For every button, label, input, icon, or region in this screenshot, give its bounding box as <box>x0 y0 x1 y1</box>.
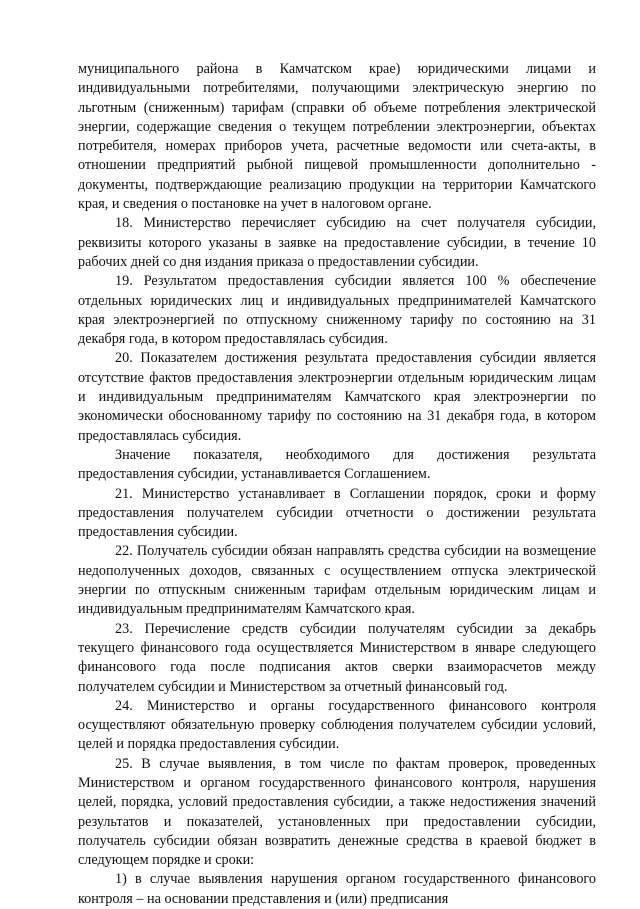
paragraph-19: 19. Результатом предоставления субсидии является 100 % обеспечение отдельных юридических лиц и индивидуальных предпринимателей Камчатского края электроэнергией по отпускному сниженному тарифу по состоянию на 31 декабря года, в котором предоставлялась субсидия. <box>78 273 596 348</box>
paragraph-24: 24. Министерство и органы государственного финансового контроля осуществляют обязательную проверку соблюдения получателем субсидии условий, целей и порядка предоставления субсидии. <box>78 697 596 753</box>
paragraph-25-item-1: 1) в случае выявления нарушения органом государственного финансового контроля – на основании представления и (или) предписания <box>78 871 596 907</box>
document-body <box>78 60 596 909</box>
paragraph-23: 23. Перечисление средств субсидии получателям субсидии за декабрь текущего финансового года осуществляется Министерством в январе следующего финансового года после подписания актов сверки взаиморасчетов между получателем субсидии и Министерством за отчетный финансовый год. <box>78 620 596 695</box>
paragraph-22: 22. Получатель субсидии обязан направлять средства субсидии на возмещение недополученных доходов, связанных с осуществлением отпуска электрической энергии по отпускным сниженным тарифам отдельным юридическим лицам и индивидуальным предпринимателям Камчатского края. <box>78 543 596 618</box>
paragraph-18: 18. Министерство перечисляет субсидию на счет получателя субсидии, реквизиты которого указаны в заявке на предоставление субсидии, в течение 10 рабочих дней со дня издания приказа о предоставлении субсидии. <box>78 215 596 270</box>
paragraph-20: 20. Показателем достижения результата предоставления субсидии является отсутствие фактов предоставления электроэнергии отдельным юридическим лицам и индивидуальным предпринимателям Камчатского края электроэнергии по экономически обоснованному тарифу по состоянию на 31 декабря года, в котором предоставлялась субсидия. <box>78 350 596 444</box>
paragraph-continuation: муниципального района в Камчатском крае) юридическими лицами и индивидуальными потребителями, получающими электрическую энергию по льготным (сниженным) тарифам (справки об объеме потребления электрической энергии, содержащие сведения о текущем потреблении электроэнергии, объектах потребителя, номерах приборов учета, расчетные ведомости или счета-акты, в отношении предприятий рыбной пищевой промышленности дополнительно - документы, подтверждающие реализацию продукции на территории Камчатского края, и сведения о постановке на учет в налоговом органе. <box>78 61 596 213</box>
paragraph-25: 25. В случае выявления, в том числе по фактам проверок, проведенных Министерством и органом государственного финансового контроля, нарушения целей, порядка, условий предоставления субсидии, а также недостижения значений результатов и показателей, установленных при предоставлении субсидии, получатель субсидии обязан возвратить денежные средства в краевой бюджет в следующем порядке и сроки: <box>78 755 596 869</box>
paragraph-indicator-value: Значение показателя, необходимого для достижения результата предоставления субсидии, устанавливается Соглашением. <box>78 446 596 483</box>
paragraph-21: 21. Министерство устанавливает в Соглашении порядок, сроки и форму предоставления получателем субсидии отчетности о достижении результата предоставления субсидии. <box>78 485 596 541</box>
